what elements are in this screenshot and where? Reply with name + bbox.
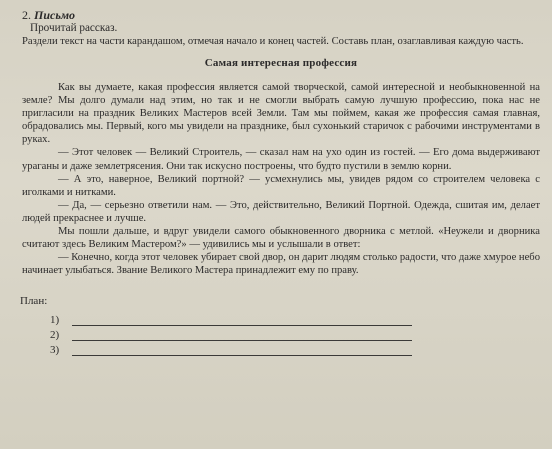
- plan-item-3: [50, 341, 540, 356]
- instruction-divide: Раздели текст на части карандашом, отмечая начало и конец частей. Составь план, озаглавливая каждую часть.: [22, 36, 524, 47]
- task-title: Письмо: [34, 8, 76, 22]
- story-paragraph-3: — А это, наверное, Великий портной? — усмехнулись мы, увидев рядом со строителем человека с иголками и нитками.: [22, 173, 540, 198]
- plan-answer-line[interactable]: [72, 315, 412, 326]
- plan-item-1: [50, 311, 540, 326]
- story-paragraph-2: — Этот человек — Великий Строитель, — сказал нам на ухо один из гостей. — Его дома выдерживают ураганы и даже землетрясения. Они так искусно построены, что будто пустили в землю корни.: [22, 147, 540, 172]
- task-header: [22, 8, 540, 22]
- story-paragraph-5: Мы пошли дальше, и вдруг увидели самого обыкновенного дворника с метлой. «Неужели и дворника считают здесь Великим Мастером?» — удивились мы и услышали в ответ:: [22, 226, 540, 251]
- plan-item-number: 3): [50, 344, 60, 357]
- plan-item-number: 1): [50, 314, 60, 327]
- story-paragraph-1: Как вы думаете, какая профессия является самой творческой, самой интересной и необыкновенной на земле? Мы долго думали над этим, но так и не смогли выбрать самую лучшую профессию, пока нас не пригласили на праздник Великих Мастеров всей Земли. Там мы поймем, какая же профессия самая главная, обрадовались мы. Первый, кого мы увидели на празднике, был сухонький старичок с рабочими инструментами в руках.: [22, 82, 540, 146]
- plan-label: План:: [20, 295, 48, 308]
- plan-item-2: [50, 326, 540, 341]
- task-number: 2.: [22, 8, 31, 22]
- story-body: [22, 81, 540, 277]
- instruction-read: Прочитай рассказ.: [30, 22, 118, 34]
- plan-list: [50, 311, 540, 356]
- story-paragraph-4: — Да, — серьезно ответили нам. — Это, действительно, Великий Портной. Одежда, сшитая им, делает людей прекраснее и лучше.: [22, 199, 540, 224]
- plan-item-number: 2): [50, 329, 60, 342]
- plan-answer-line[interactable]: [72, 330, 412, 341]
- plan-answer-line[interactable]: [72, 345, 412, 356]
- story-title: Самая интересная профессия: [204, 57, 358, 69]
- story-paragraph-6: — Конечно, когда этот человек убирает свой двор, он дарит людям столько радости, что даже хмурое небо начинает улыбаться. Звание Великого Мастера принадлежит ему по праву.: [22, 252, 540, 277]
